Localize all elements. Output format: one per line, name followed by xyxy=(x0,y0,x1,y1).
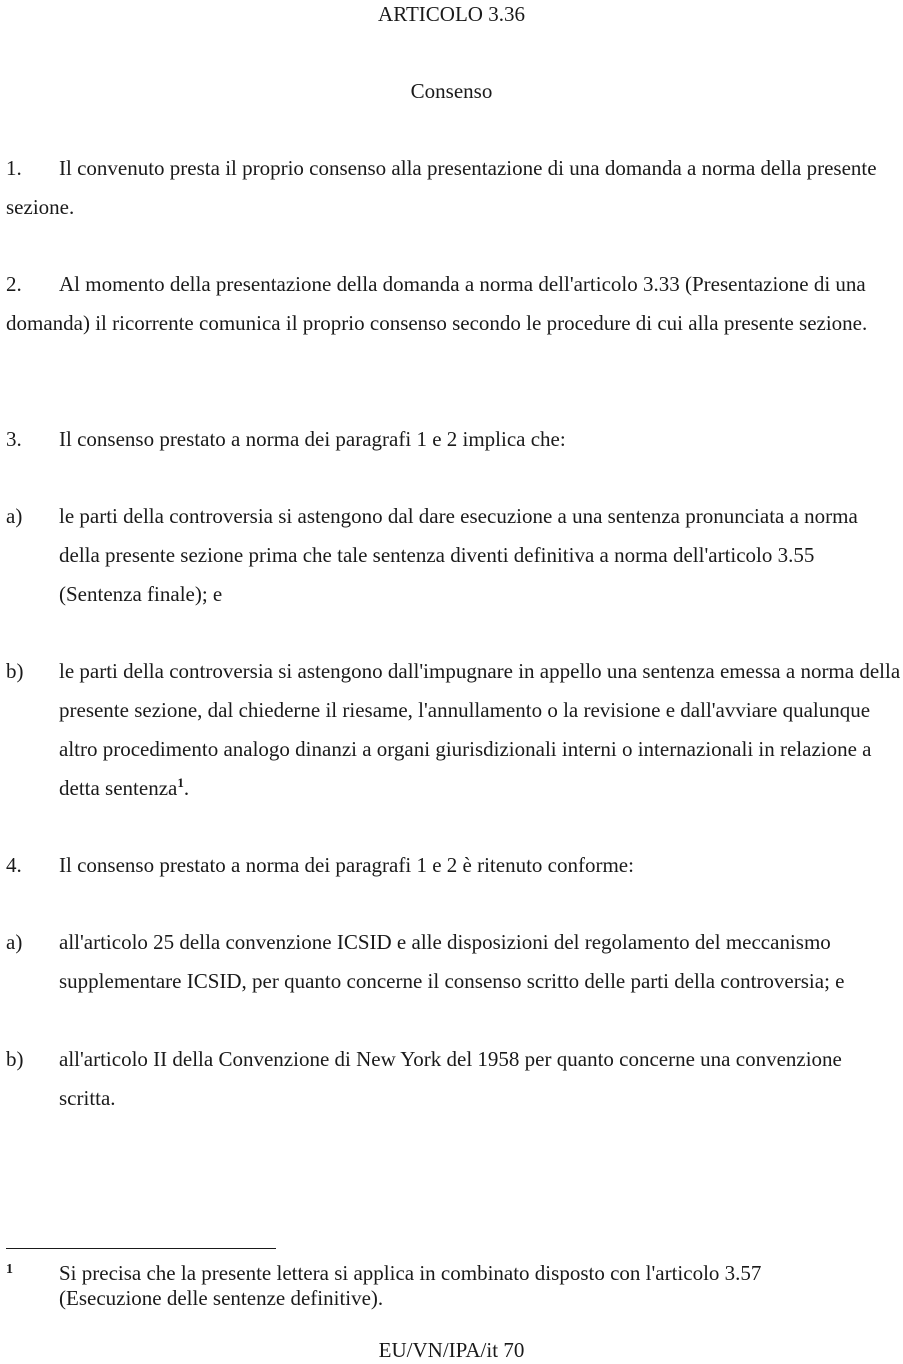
item-text-body: le parti della controversia si astengono dall'impugnare in appello una sentenza emessa a norma della presente sezione, dal chiederne il riesame, l'annullamento o la revisione e dall'avviare qualunque altro procedimento analogo dinanzi a organi giurisdizionali interni o internazionali in relazione a detta sentenza xyxy=(59,659,901,800)
item-letter: a) xyxy=(6,930,23,954)
item-text-tail: . xyxy=(183,776,190,800)
item-letter: b) xyxy=(6,1047,24,1071)
footnote-text: Si precisa che la presente lettera si applica in combinato disposto con l'articolo 3.57 (Esecuzione delle sentenze definitive). xyxy=(59,1261,762,1310)
item-letter: b) xyxy=(6,659,24,683)
paragraph-number: 1. xyxy=(6,156,22,180)
paragraph-3 xyxy=(6,420,901,459)
item-text: all'articolo 25 della convenzione ICSID e alle disposizioni del regolamento del meccanismo supplementare ICSID, per quanto concerne il consenso scritto delle parti della controversia; e xyxy=(59,930,845,993)
paragraph-number: 3. xyxy=(6,427,22,451)
item-text xyxy=(59,652,901,808)
paragraph-2 xyxy=(6,265,901,343)
footnote-mark: 1 xyxy=(6,1262,13,1277)
paragraph-text: Il convenuto presta il proprio consenso alla presentazione di una domanda a norma della presente sezione. xyxy=(6,156,877,219)
item-text: all'articolo II della Convenzione di New York del 1958 per quanto concerne una convenzione scritta. xyxy=(59,1047,842,1110)
paragraph-number: 2. xyxy=(6,272,22,296)
article-title: Consenso xyxy=(410,79,493,103)
paragraph-text: Al momento della presentazione della domanda a norma dell'articolo 3.33 (Presentazione di una domanda) il ricorrente comunica il proprio consenso secondo le procedure di cui alla presente sezione. xyxy=(6,272,868,335)
paragraph-text: Il consenso prestato a norma dei paragrafi 1 e 2 implica che: xyxy=(59,427,566,451)
paragraph-4 xyxy=(6,846,901,885)
footnote-separator xyxy=(6,1248,276,1249)
article-number: ARTICOLO 3.36 xyxy=(378,2,525,26)
item-text: le parti della controversia si astengono dal dare esecuzione a una sentenza pronunciata a norma della presente sezione prima che tale sentenza diventi definitiva a norma dell'articolo 3.55 (Sentenza finale); e xyxy=(59,504,858,606)
paragraph-text: Il consenso prestato a norma dei paragrafi 1 e 2 è ritenuto conforme: xyxy=(59,853,634,877)
paragraph-number: 4. xyxy=(6,853,22,877)
page-reference: EU/VN/IPA/it 70 xyxy=(378,1338,525,1362)
item-letter: a) xyxy=(6,504,23,528)
footnote-reference[interactable]: 1 xyxy=(177,775,184,790)
paragraph-1 xyxy=(6,149,901,227)
